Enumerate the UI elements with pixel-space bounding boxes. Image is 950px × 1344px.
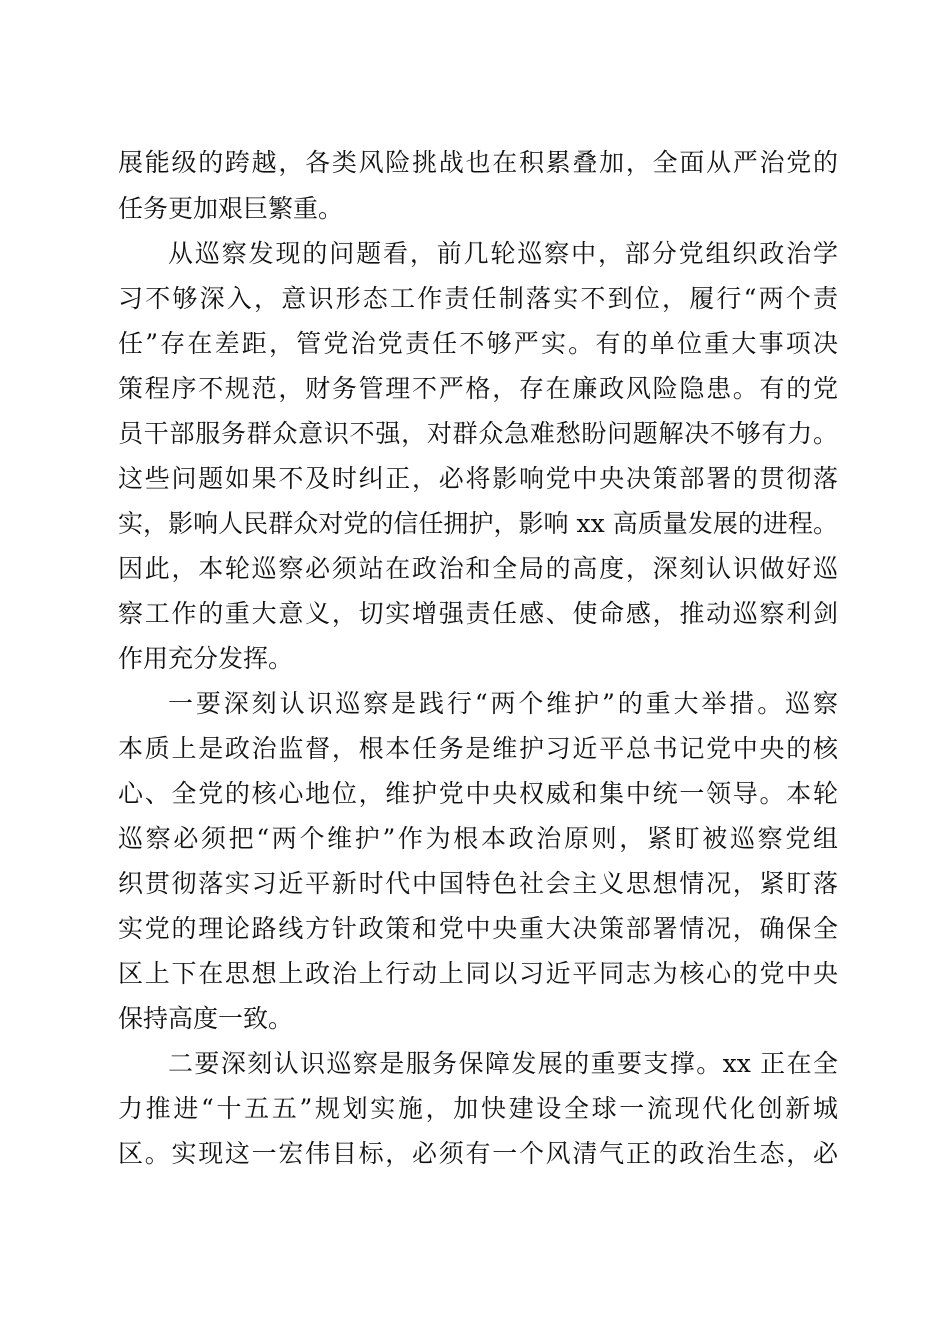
paragraph-line: 实党的理论路线方针政策和党中央重大决策部署情况，确保全 (118, 914, 838, 943)
paragraph-line: 一要深刻认识巡察是践行“两个维护”的重大举措。巡察 (168, 689, 838, 718)
paragraph-line: 保持高度一致。 (118, 1004, 294, 1033)
paragraph-line: 作用充分发挥。 (118, 644, 294, 673)
paragraph-line: 任务更加艰巨繁重。 (118, 194, 344, 223)
paragraph-line: 心、全党的核心地位，维护党中央权威和集中统一领导。本轮 (118, 779, 838, 808)
paragraph-line: 实，影响人民群众对党的信任拥护，影响 xx 高质量发展的进程。 (118, 509, 838, 538)
paragraph-line: 从巡察发现的问题看，前几轮巡察中，部分党组织政治学 (168, 239, 838, 268)
paragraph-line: 习不够深入，意识形态工作责任制落实不到位，履行“两个责 (118, 284, 838, 313)
paragraph-line: 任”存在差距，管党治党责任不够严实。有的单位重大事项决 (118, 329, 838, 358)
paragraph-line: 察工作的重大意义，切实增强责任感、使命感，推动巡察利剑 (118, 599, 838, 628)
paragraph-line: 区。实现这一宏伟目标，必须有一个风清气正的政治生态，必 (118, 1139, 838, 1168)
paragraph-line: 力推进“十五五”规划实施，加快建设全球一流现代化创新城 (118, 1094, 838, 1123)
paragraph-line: 展能级的跨越，各类风险挑战也在积累叠加，全面从严治党的 (118, 148, 838, 177)
paragraph-line: 本质上是政治监督，根本任务是维护习近平总书记党中央的核 (118, 734, 838, 763)
paragraph-line: 区上下在思想上政治上行动上同以习近平同志为核心的党中央 (118, 959, 838, 988)
paragraph-line: 策程序不规范，财务管理不严格，存在廉政风险隐患。有的党 (118, 374, 838, 403)
paragraph-line: 巡察必须把“两个维护”作为根本政治原则，紧盯被巡察党组 (118, 824, 838, 853)
paragraph-line: 二要深刻认识巡察是服务保障发展的重要支撑。xx 正在全 (168, 1049, 838, 1078)
paragraph-line: 因此，本轮巡察必须站在政治和全局的高度，深刻认识做好巡 (118, 554, 838, 583)
paragraph-line: 员干部服务群众意识不强，对群众急难愁盼问题解决不够有力。 (118, 419, 838, 448)
paragraph-line: 织贯彻落实习近平新时代中国特色社会主义思想情况，紧盯落 (118, 869, 838, 898)
paragraph-line: 这些问题如果不及时纠正，必将影响党中央决策部署的贯彻落 (118, 464, 838, 493)
